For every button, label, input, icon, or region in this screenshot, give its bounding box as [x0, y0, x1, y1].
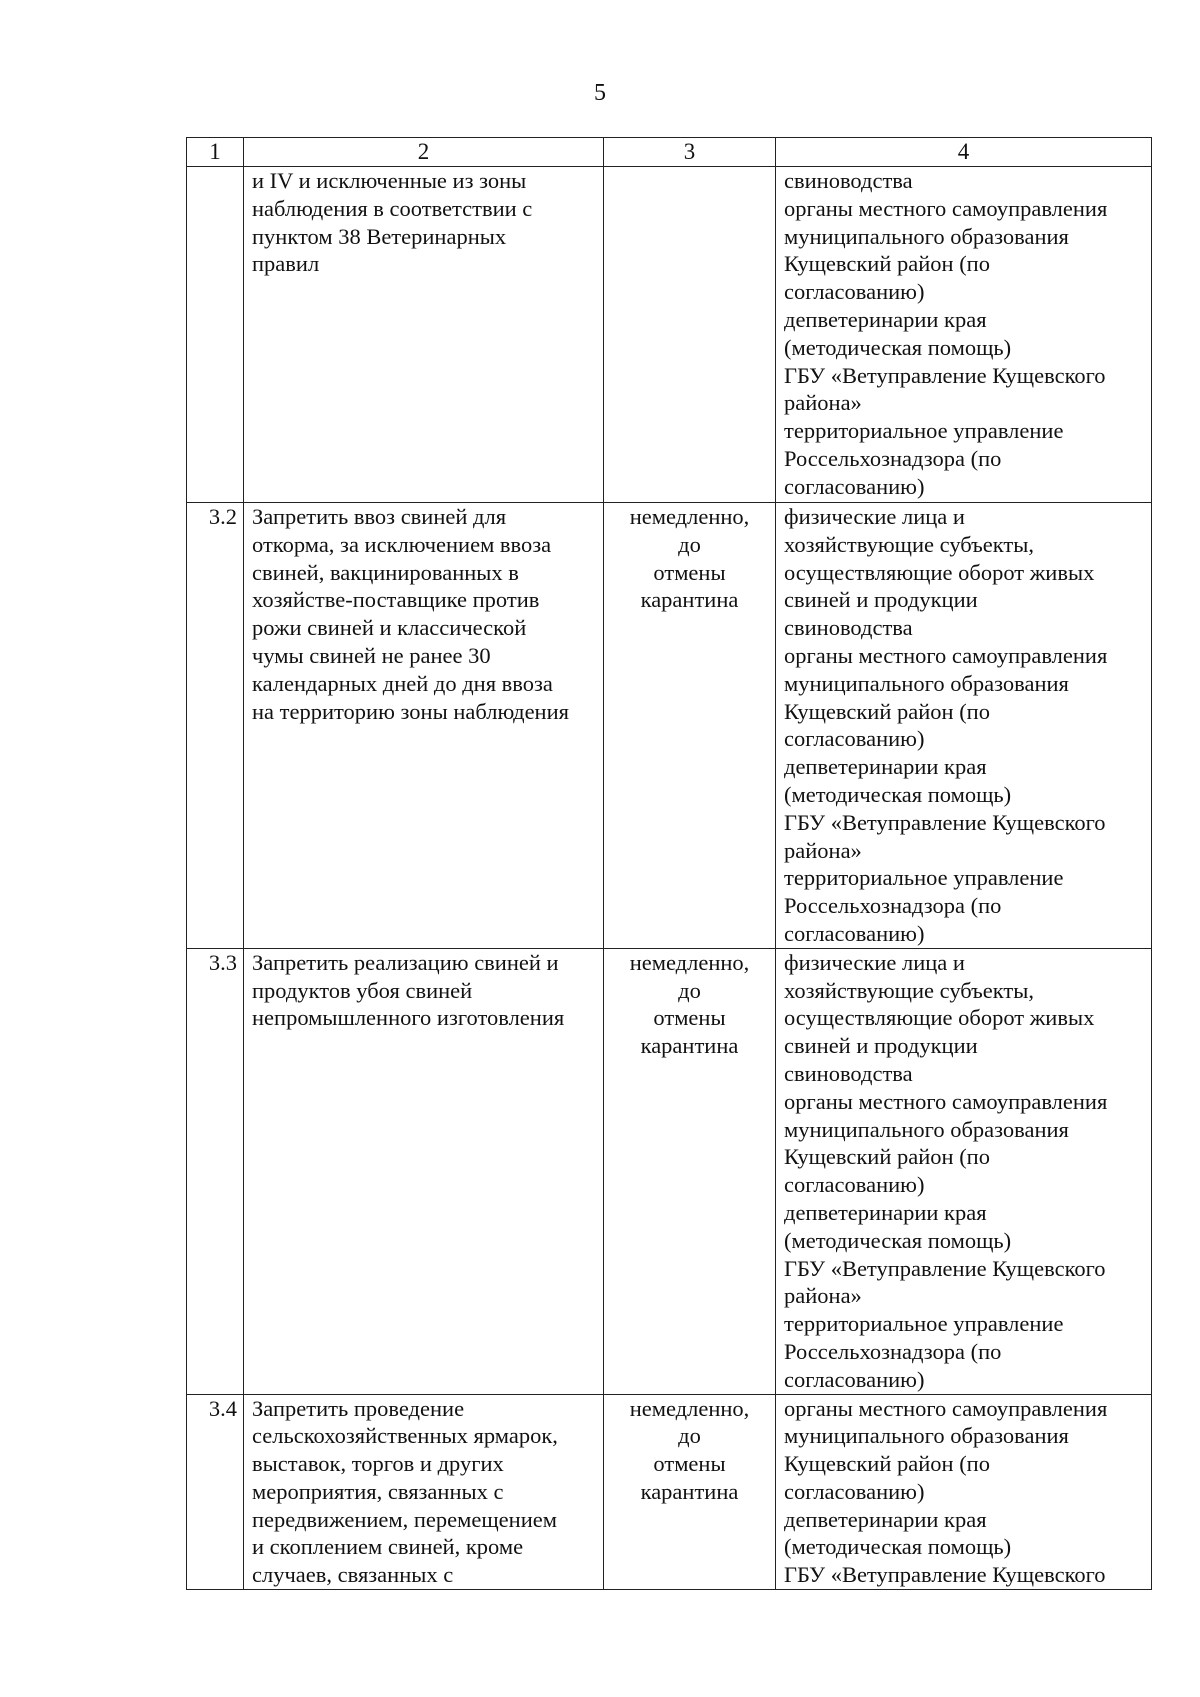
responsible-line: Россельхознадзора (по [784, 445, 1002, 471]
term-line: карантина [640, 1478, 739, 1504]
responsible-line: (методическая помощь) [784, 1534, 1012, 1560]
measure-line: Запретить проведение [252, 1395, 465, 1421]
term-line: немедленно, [629, 949, 750, 975]
header-cell-1: 1 [187, 138, 244, 167]
term-line: карантина [640, 587, 739, 613]
row-number-cell [187, 503, 244, 949]
responsible-line: (методическая помощь) [784, 781, 1012, 807]
term-line: отмены [653, 1005, 726, 1031]
term-cell [604, 503, 776, 949]
header-cell-4: 4 [776, 138, 1152, 167]
responsible-line: депветеринарии края [784, 1506, 987, 1532]
row-number: 3.3 [208, 949, 237, 975]
responsible-line: согласованию) [784, 1478, 925, 1504]
responsible-line: физические лица и [784, 504, 965, 529]
page-number: 5 [594, 80, 606, 106]
header-cell-2: 2 [244, 138, 604, 167]
row-number-cell [187, 948, 244, 1394]
measure-line: непромышленного изготовления [252, 1005, 565, 1031]
responsible-line: согласованию) [784, 279, 925, 305]
responsible-line: Кущевский район (по [784, 1451, 990, 1477]
responsible-line: ГБУ «Ветуправление Кущевского [784, 809, 1106, 835]
term-line: отмены [653, 559, 726, 585]
measure-line: Запретить реализацию свиней и [252, 949, 559, 975]
measure-line: рожи свиней и классической [252, 615, 527, 641]
table-row [187, 1394, 1152, 1590]
responsible-line: согласованию) [784, 920, 925, 946]
table-row [187, 948, 1152, 1394]
responsible-line: хозяйствующие субъекты, [784, 977, 1034, 1003]
responsible-line: района» [784, 837, 862, 863]
term-line: до [678, 1423, 701, 1449]
responsible-line: (методическая помощь) [784, 334, 1012, 360]
measure-line: свиней, вакцинированных в [252, 559, 519, 585]
measure-line: на территорию зоны наблюдения [252, 698, 569, 724]
measure-line: календарных дней до дня ввоза [252, 670, 553, 696]
measure-line: выставок, торгов и других [252, 1451, 504, 1477]
responsible-line: свиноводства [784, 168, 913, 193]
table-header-row [187, 138, 1152, 167]
measure-line: случаев, связанных с [252, 1562, 454, 1588]
responsible-line: осуществляющие оборот живых [784, 1005, 1095, 1031]
table-body [187, 167, 1152, 1590]
measures-table [186, 137, 1152, 1590]
responsible-line: ГБУ «Ветуправление Кущевского [784, 362, 1106, 388]
term-line: немедленно, [629, 1395, 750, 1421]
responsible-line: муниципального образования [784, 1423, 1069, 1449]
term-line: карантина [640, 1033, 739, 1059]
responsible-line: согласованию) [784, 1172, 925, 1198]
responsible-line: депветеринарии края [784, 754, 987, 780]
measure-line: откорма, за исключением ввоза [252, 531, 552, 557]
measure-cell [244, 1394, 604, 1590]
measure-line: сельскохозяйственных ярмарок, [252, 1423, 558, 1449]
responsible-line: муниципального образования [784, 223, 1069, 249]
row-number: 3.2 [208, 504, 237, 529]
responsible-line: свиноводства [784, 1060, 913, 1086]
measure-line: мероприятия, связанных с [252, 1478, 504, 1504]
responsible-line: района» [784, 1283, 862, 1309]
term-cell [604, 948, 776, 1394]
measure-cell [244, 503, 604, 949]
measure-line: и IV и исключенные из зоны [252, 168, 527, 193]
responsible-line: органы местного самоуправления [784, 642, 1108, 668]
responsible-line: (методическая помощь) [784, 1227, 1012, 1253]
row-number: 3.4 [208, 1395, 237, 1421]
responsible-line: физические лица и [784, 949, 965, 975]
responsible-line: Кущевский район (по [784, 251, 990, 277]
term-cell [604, 1394, 776, 1590]
measure-cell [244, 948, 604, 1394]
measure-line: хозяйстве-поставщике против [252, 587, 540, 613]
responsible-line: ГБУ «Ветуправление Кущевского [784, 1562, 1106, 1588]
term-cell [604, 167, 776, 503]
responsible-line: органы местного самоуправления [784, 195, 1108, 221]
responsible-line: хозяйствующие субъекты, [784, 531, 1034, 557]
responsible-line: территориальное управление [784, 1311, 1064, 1337]
responsible-line: территориальное управление [784, 865, 1064, 891]
measure-line: наблюдения в соответствии с [252, 195, 533, 221]
measure-cell [244, 167, 604, 503]
responsible-line: муниципального образования [784, 670, 1069, 696]
responsible-line: депветеринарии края [784, 306, 987, 332]
responsible-cell [776, 167, 1152, 503]
responsible-line: Россельхознадзора (по [784, 893, 1002, 919]
responsible-line: ГБУ «Ветуправление Кущевского [784, 1255, 1106, 1281]
responsible-line: депветеринарии края [784, 1199, 987, 1225]
measure-line: пунктом 38 Ветеринарных [252, 223, 507, 249]
responsible-line: свиноводства [784, 615, 913, 641]
row-number-cell [187, 1394, 244, 1590]
measure-line: продуктов убоя свиней [252, 977, 473, 1003]
responsible-line: Кущевский район (по [784, 698, 990, 724]
responsible-line: района» [784, 390, 862, 416]
responsible-line: осуществляющие оборот живых [784, 559, 1095, 585]
measure-line: и скоплением свиней, кроме [252, 1534, 524, 1560]
term-line: до [678, 977, 701, 1003]
responsible-cell [776, 503, 1152, 949]
responsible-line: Россельхознадзора (по [784, 1338, 1002, 1364]
table-row [187, 503, 1152, 949]
responsible-line: муниципального образования [784, 1116, 1069, 1142]
row-number-cell [187, 167, 244, 503]
responsible-line: свиней и продукции [784, 1033, 978, 1059]
responsible-cell [776, 948, 1152, 1394]
responsible-line: Кущевский район (по [784, 1144, 990, 1170]
measure-line: Запретить ввоз свиней для [252, 504, 507, 529]
measure-line: чумы свиней не ранее 30 [252, 642, 491, 668]
responsible-cell [776, 1394, 1152, 1590]
header-cell-3: 3 [604, 138, 776, 167]
term-line: немедленно, [629, 504, 750, 529]
responsible-line: согласованию) [784, 473, 925, 499]
responsible-line: территориальное управление [784, 418, 1064, 444]
responsible-line: согласованию) [784, 726, 925, 752]
responsible-line: согласованию) [784, 1366, 925, 1392]
responsible-line: органы местного самоуправления [784, 1395, 1108, 1421]
term-line: отмены [653, 1451, 726, 1477]
term-line: до [678, 531, 701, 557]
measure-line: передвижением, перемещением [252, 1506, 557, 1532]
table-row [187, 167, 1152, 503]
measure-line: правил [252, 251, 320, 277]
responsible-line: органы местного самоуправления [784, 1088, 1108, 1114]
responsible-line: свиней и продукции [784, 587, 978, 613]
